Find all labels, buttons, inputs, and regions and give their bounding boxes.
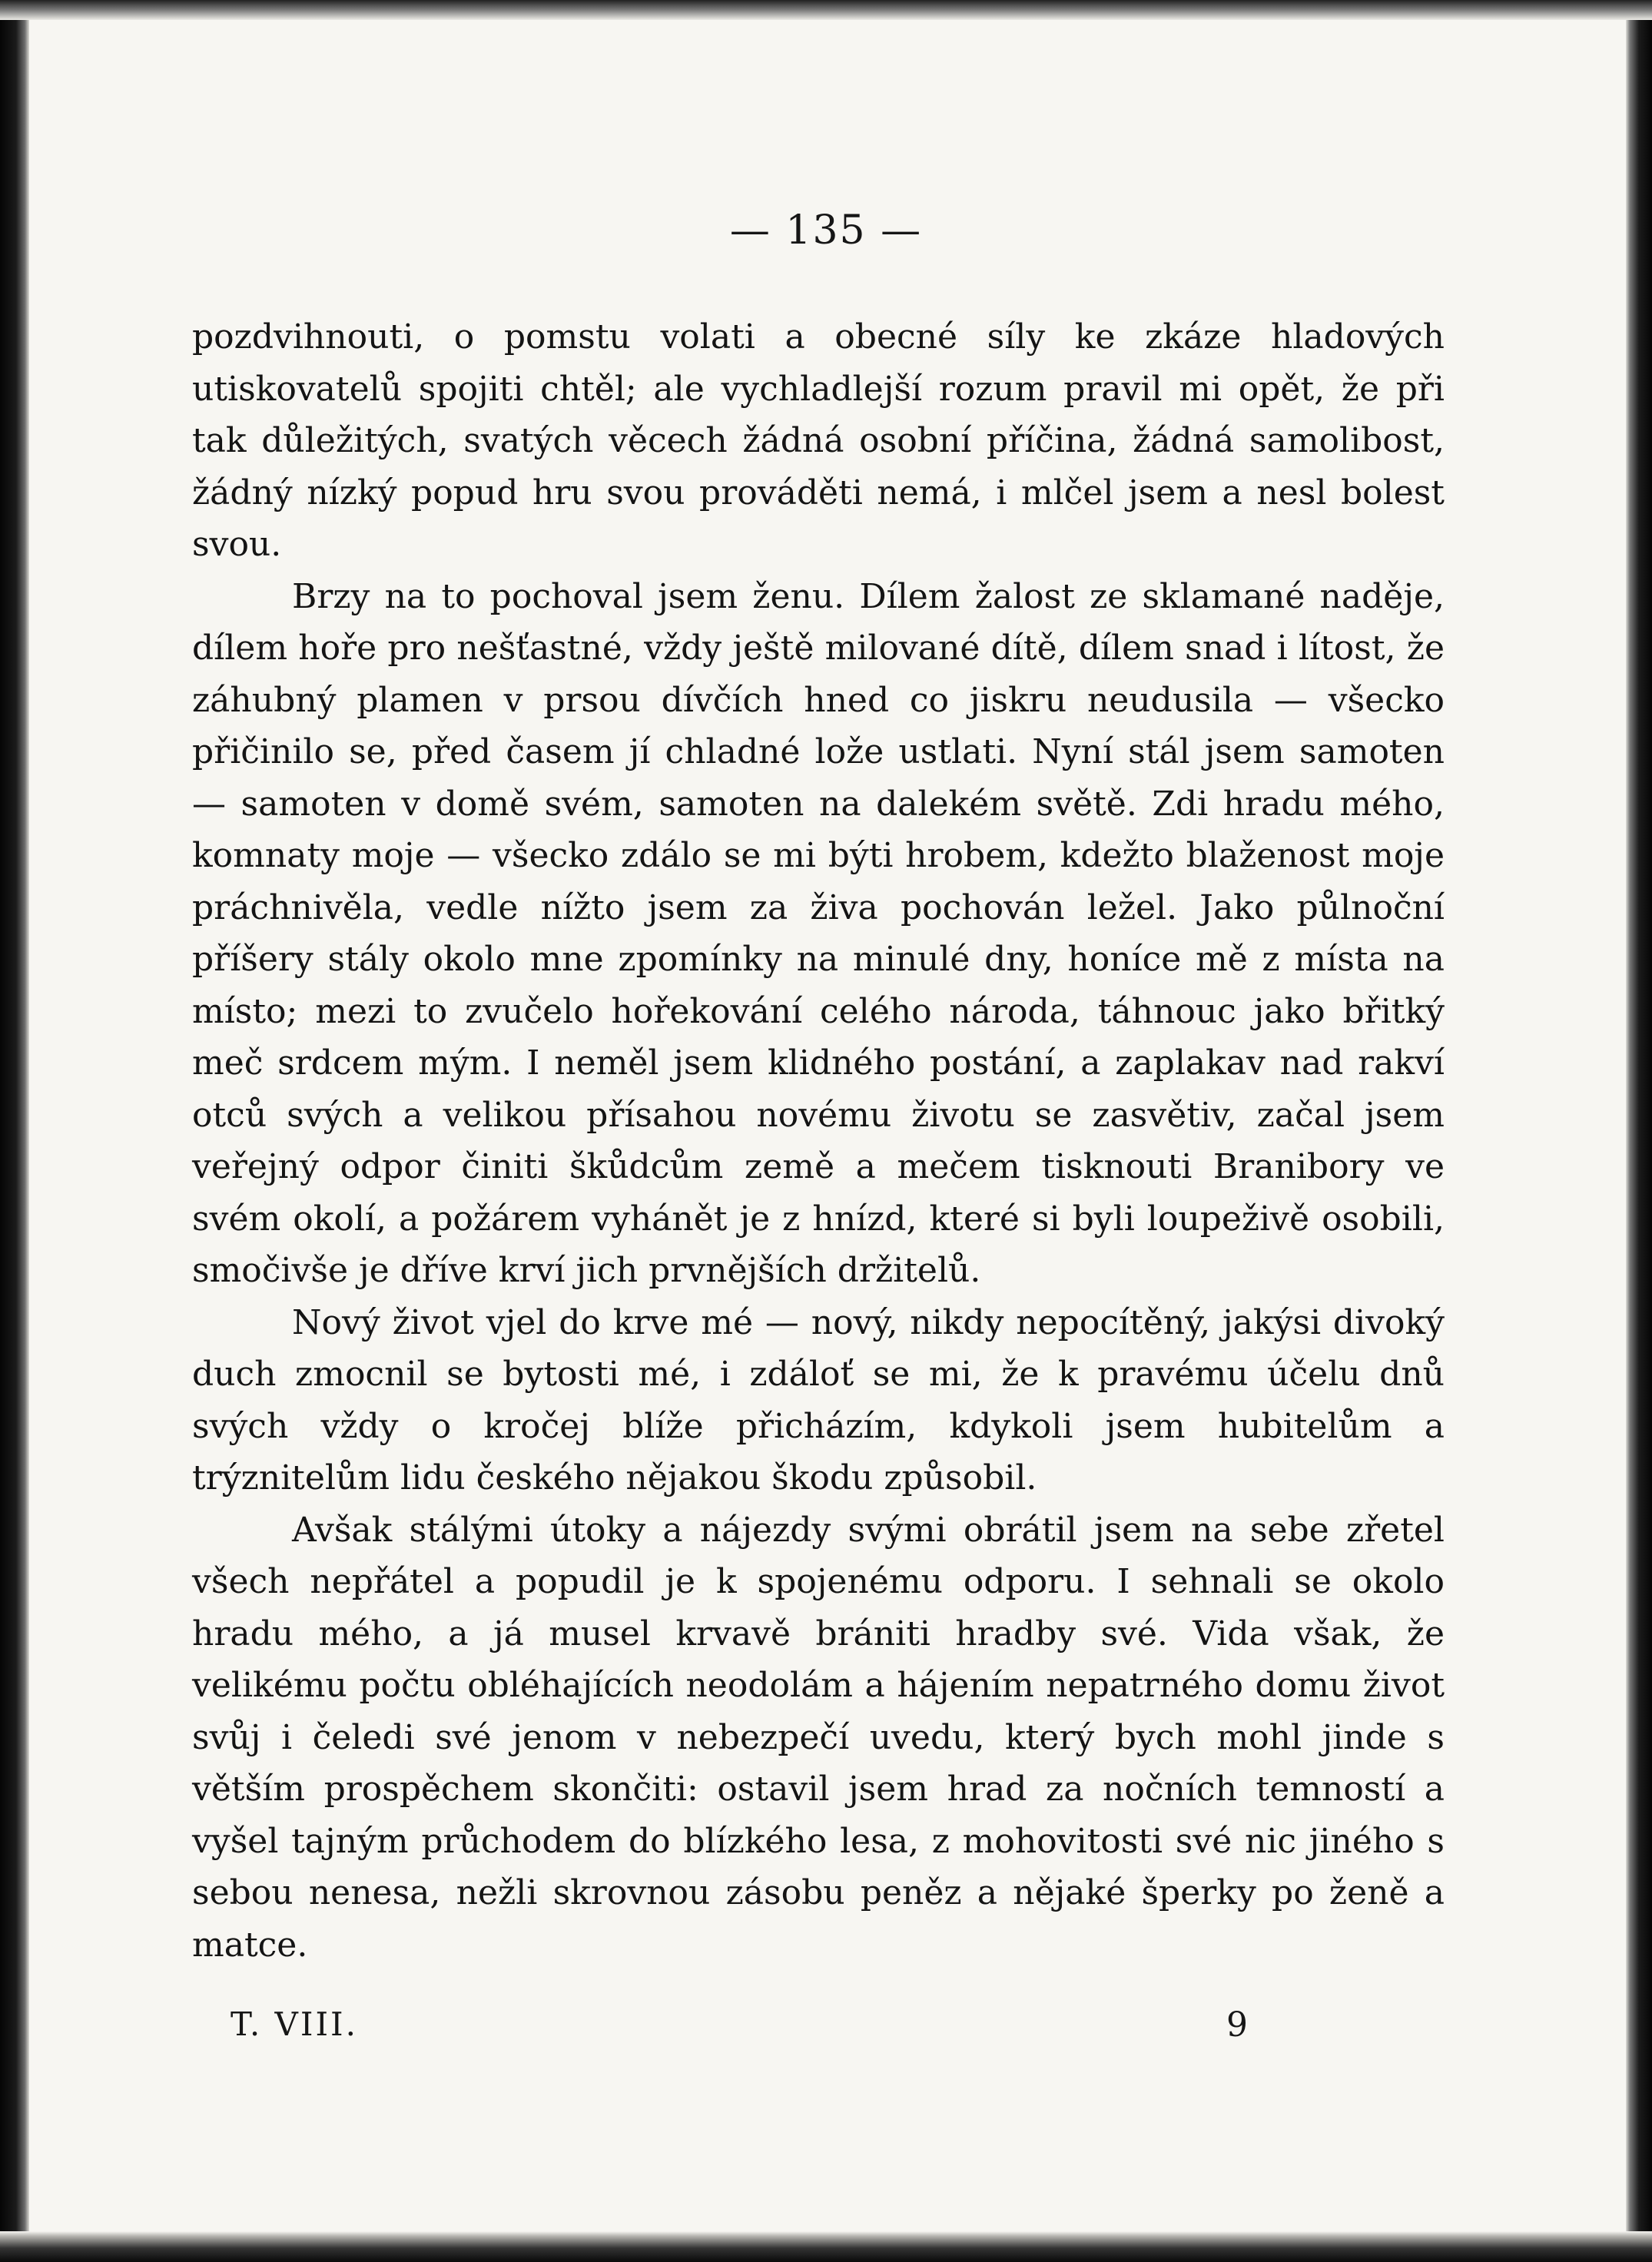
scan-edge-left bbox=[0, 0, 29, 2262]
paragraph: Avšak stálými útoky a nájezdy svými obrátil jsem na sebe zřetel všech nepřátel a popudil je k spojenému odporu. I sehnali se okolo hradu mého, a já musel krvavě brániti hradby své. Vida však, že velikému počtu obléhajících neodolám a hájením nepatrného domu život svůj i čeledi své jenom v nebezpečí uvedu, který bych mohl jinde s větším prospěchem skončiti: ostavil jsem hrad za nočních temností a vyšel tajným průchodem do blízkého lesa, z mohovitosti své nic jiného s sebou nenesa, nežli skrovnou zásobu peněz a nějaké šperky po ženě a matce. bbox=[192, 1510, 1445, 1965]
paragraph: pozdvihnouti, o pomstu volati a obecné síly ke zkáze hladových utiskovatelů spojiti chtěl; ale vychladlejší rozum pravil mi opět, že při tak důležitých, svatých věcech žádná osobní příčina, žádná samolibost, žádný nízký popud hru svou prováděti nemá, i mlčel jsem a nesl bolest svou. bbox=[192, 317, 1445, 564]
paragraph: Brzy na to pochoval jsem ženu. Dílem žalost ze sklamané naděje, dílem hoře pro nešťastné, vždy ještě milované dítě, dílem snad i lítost, že záhubný plamen v prsou dívčích hned co jiskru neudusila — všecko přičinilo se, před časem jí chladné lože ustlati. Nyní stál jsem samoten — samoten v domě svém, samoten na dalekém světě. Zdi hradu mého, komnaty moje — všecko zdálo se mi býti hrobem, kdežto blaženost moje práchnivěla, vedle nížto jsem za živa pochován ležel. Jako půlnoční příšery stály okolo mne zpomínky na minulé dny, honíce mě z místa na místo; mezi to zvučelo hořekování celého národa, táhnouc jako břitký meč srdcem mým. I neměl jsem klidného postání, a zaplakav nad rakví otců svých a velikou přísahou novému životu se zasvětiv, začal jsem veřejný odpor činiti škůdcům země a mečem tisknouti Branibory ve svém okolí, a požárem vyhánět je z hnízd, které si byli loupeživě osobili, smočivše je dříve krví jich prvnějších držitelů. bbox=[192, 576, 1445, 1290]
paragraph: Nový život vjel do krve mé — nový, nikdy nepocítěný, jakýsi divoký duch zmocnil se bytosti mé, i zdáloť se mi, že k pravému účelu dnů svých vždy o kročej blíže přicházím, kdykoli jsem hubitelům a trýznitelům lidu českého nějakou škodu způsobil. bbox=[192, 1302, 1445, 1497]
sheet-number: 9 bbox=[1226, 2005, 1248, 2045]
page-number: — 135 — bbox=[729, 207, 923, 254]
volume-signature: T. VIII. bbox=[231, 2005, 358, 2043]
scan-edge-bottom bbox=[0, 2231, 1652, 2262]
scan-edge-top bbox=[0, 0, 1652, 20]
scan-edge-right bbox=[1626, 0, 1652, 2262]
page-body bbox=[192, 311, 1445, 1971]
